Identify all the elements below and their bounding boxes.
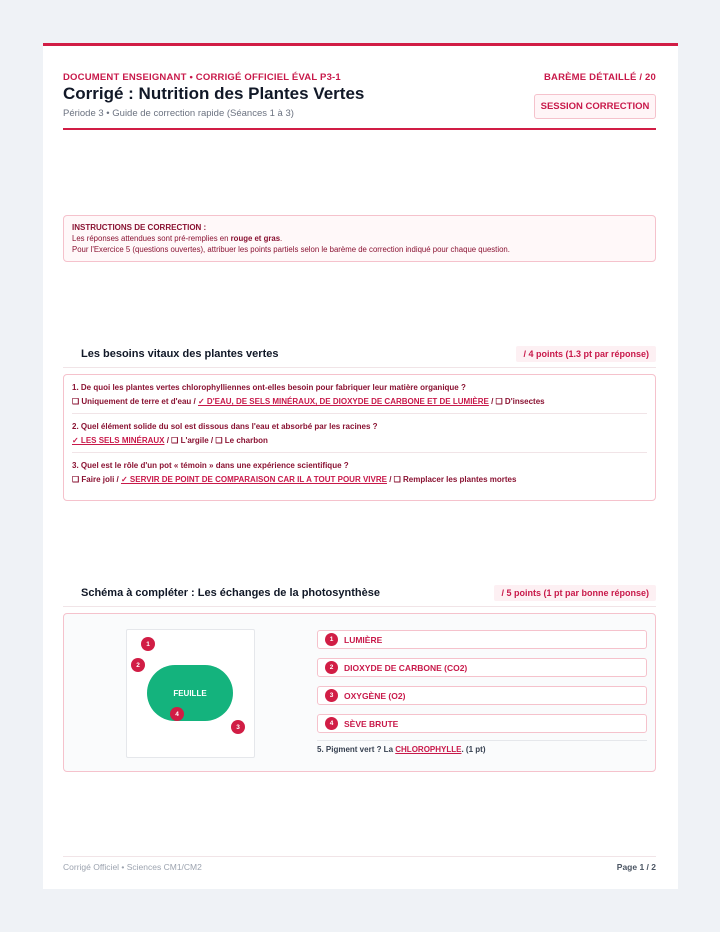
question-5-points: . (1 pt) bbox=[461, 745, 486, 754]
session-badge: SESSION CORRECTION bbox=[534, 94, 656, 119]
instructions-text: Les réponses attendues sont pré-remplies en bbox=[72, 234, 231, 243]
points-badge: / 4 points (1.3 pt par réponse) bbox=[516, 346, 656, 362]
option-text: / ❑ L'argile / ❑ Le charbon bbox=[164, 436, 268, 445]
answer-number: 3 bbox=[325, 689, 338, 702]
correct-answer: ✓ SERVIR DE POINT DE COMPARAISON CAR IL A TOUT POUR VIVRE bbox=[120, 475, 387, 484]
correct-answer: ✓ LES SELS MINÉRAUX bbox=[72, 436, 165, 445]
section-title: Schéma à compléter : Les échanges de la photosynthèse bbox=[81, 587, 380, 599]
answer-row-4 bbox=[317, 714, 647, 733]
question-text: 1. De quoi les plantes vertes chlorophylliennes ont-elles besoin pour fabriquer leur matière organique ? bbox=[72, 383, 466, 392]
photosynthesis-diagram bbox=[126, 629, 255, 758]
answer-number: 4 bbox=[325, 717, 338, 730]
document-page bbox=[43, 43, 678, 889]
answer-row-1 bbox=[317, 630, 647, 649]
answer-row-3 bbox=[317, 686, 647, 705]
option-text: / ❑ D'insectes bbox=[488, 397, 545, 406]
marker-2: 2 bbox=[131, 658, 145, 672]
option-text: ❑ Faire joli / bbox=[72, 475, 121, 484]
question-3 bbox=[72, 453, 647, 491]
question-5-text: 5. Pigment vert ? La bbox=[317, 745, 396, 754]
answer-number: 1 bbox=[325, 633, 338, 646]
diagram-box bbox=[63, 613, 656, 772]
answer-text: DIOXYDE DE CARBONE (CO2) bbox=[344, 662, 468, 673]
marker-1: 1 bbox=[141, 637, 155, 651]
question-5 bbox=[317, 740, 647, 754]
page-number: Page 1 / 2 bbox=[616, 862, 656, 872]
points-badge: / 5 points (1 pt par bonne réponse) bbox=[494, 585, 656, 601]
footer-left: Corrigé Officiel • Sciences CM1/CM2 bbox=[63, 862, 202, 872]
answer-number: 2 bbox=[325, 661, 338, 674]
leaf-shape: FEUILLE bbox=[147, 665, 233, 721]
instructions-box bbox=[63, 215, 656, 262]
marker-4: 4 bbox=[170, 707, 184, 721]
question-text: 3. Quel est le rôle d'un pot « témoin » dans une expérience scientifique ? bbox=[72, 461, 349, 470]
bareme-label: BARÈME DÉTAILLÉ / 20 bbox=[543, 71, 656, 83]
instructions-text-end: . bbox=[280, 234, 283, 243]
section-title: Les besoins vitaux des plantes vertes bbox=[81, 348, 279, 360]
document-eyebrow: DOCUMENT ENSEIGNANT • CORRIGÉ OFFICIEL ÉVAL P3-1 bbox=[63, 71, 341, 83]
marker-3: 3 bbox=[231, 720, 245, 734]
answer-row-2 bbox=[317, 658, 647, 677]
question-2 bbox=[72, 414, 647, 453]
instructions-title: INSTRUCTIONS DE CORRECTION : bbox=[72, 223, 207, 232]
instructions-line-2: Pour l'Exercice 5 (questions ouvertes), attribuer les points partiels selon le barème de correction indiqué pour chaque question. bbox=[72, 245, 510, 254]
answer-options bbox=[72, 397, 647, 406]
questions-box bbox=[63, 374, 656, 501]
header-divider bbox=[63, 128, 656, 130]
answer-options bbox=[72, 436, 647, 445]
section-header-besoins bbox=[63, 345, 656, 368]
header-top-row bbox=[63, 70, 656, 84]
answer-text: LUMIÈRE bbox=[344, 634, 383, 645]
answer-text: SÈVE BRUTE bbox=[344, 718, 399, 729]
page-subtitle: Période 3 • Guide de correction rapide (Séances 1 à 3) bbox=[63, 108, 294, 119]
answer-options bbox=[72, 475, 647, 484]
answer-text: OXYGÈNE (O2) bbox=[344, 690, 406, 701]
question-text: 2. Quel élément solide du sol est dissous dans l'eau et absorbé par les racines ? bbox=[72, 422, 378, 431]
instructions-emphasis: rouge et gras bbox=[230, 234, 281, 243]
correct-answer: CHLOROPHYLLE bbox=[395, 745, 462, 754]
instructions-line-1 bbox=[72, 234, 647, 243]
correct-answer: ✓ D'EAU, DE SELS MINÉRAUX, DE DIOXYDE DE CARBONE ET DE LUMIÈRE bbox=[198, 397, 489, 406]
option-text: / ❑ Remplacer les plantes mortes bbox=[386, 475, 517, 484]
section-header-schema bbox=[63, 584, 656, 607]
page-footer bbox=[63, 856, 656, 872]
option-text: ❑ Uniquement de terre et d'eau / bbox=[72, 397, 198, 406]
question-1 bbox=[72, 375, 647, 414]
page-title: Corrigé : Nutrition des Plantes Vertes bbox=[63, 84, 365, 103]
